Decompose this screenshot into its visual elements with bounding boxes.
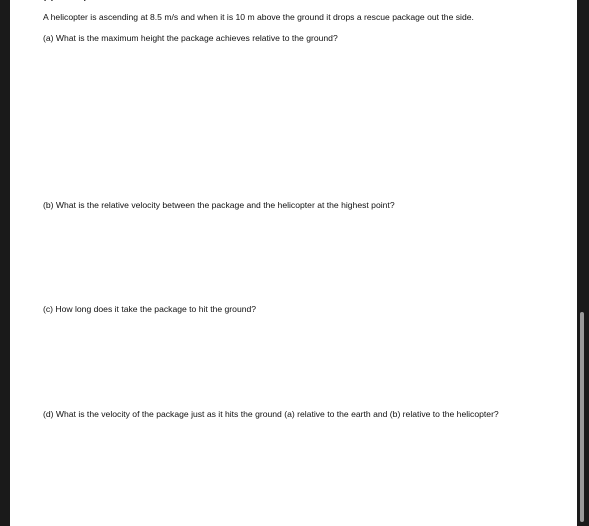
question-a: (a) What is the maximum height the package achieves relative to the ground?: [43, 33, 338, 43]
question-b: (b) What is the relative velocity between the package and the helicopter at the highest point?: [43, 200, 395, 210]
scrollbar-thumb[interactable]: [580, 312, 584, 522]
question-d: (d) What is the velocity of the package just as it hits the ground (a) relative to the earth and (b) relative to the helicopter?: [43, 409, 499, 419]
question-c: (c) How long does it take the package to hit the ground?: [43, 304, 257, 314]
document-page: [10, 0, 577, 526]
section-heading-partial: [43, 0, 135, 1]
problem-intro: A helicopter is ascending at 8.5 m/s and when it is 10 m above the ground it drops a rescue package out the side.: [43, 12, 474, 22]
